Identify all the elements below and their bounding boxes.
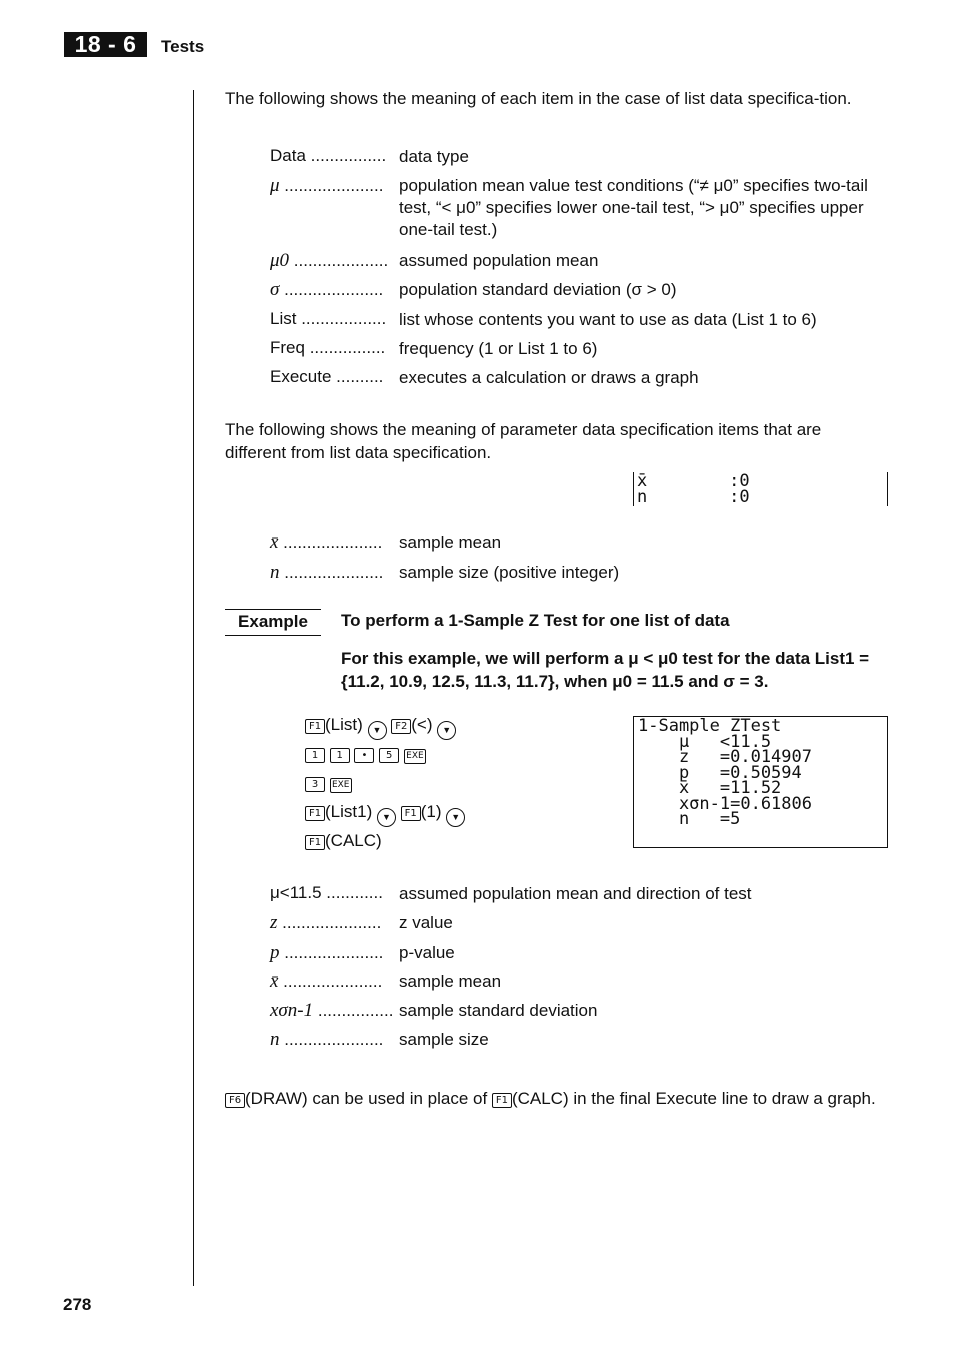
exe-key: EXE [330,778,352,793]
screen-left-edge [633,472,634,506]
intro-paragraph-param: The following shows the meaning of parameter data specification items that are different from list data specification. [225,420,822,462]
digit-3-key: 3 [305,777,325,792]
digit-1-key: 1 [330,748,350,763]
item-value-execute: executes a calculation or draws a graph [399,368,699,387]
result-value-xbar: sample mean [399,972,502,991]
example-title: To perform a 1-Sample Z Test for one list of data [341,611,730,630]
key-sequence-line-3 [305,768,352,797]
item-value-list: list whose contents you want to use as data (List 1 to 6) [399,310,817,329]
decimal-point-key: • [354,748,374,763]
page-number: 278 [63,1295,92,1314]
item-key-xbar: x̄ ..................... [270,532,383,553]
result-screen-line-4: p =0.50594 [638,763,802,783]
section-number-badge: 18 - 6 [64,32,147,57]
f1-key: F1 [401,806,421,821]
result-screen-line-6: xσn-1=0.61806 [638,794,812,814]
result-value-p: p-value [399,943,455,962]
digit-5-key: 5 [379,748,399,763]
f2-key: F2 [391,719,411,734]
result-key-mu-test: μ<11.5 ............ [270,883,383,902]
result-screen [633,716,888,848]
item-key-mu0: μ0 .................... [270,250,389,271]
item-value-freq: frequency (1 or List 1 to 6) [399,339,598,358]
section-title: Tests [161,37,205,56]
exe-key: EXE [404,749,426,764]
cursor-down-icon: ▼ [377,808,396,827]
item-key-mu: μ ..................... [270,175,384,196]
result-key-z: z ..................... [270,912,382,933]
margin-rule [193,90,194,1286]
result-key-n: n ..................... [270,1029,384,1050]
key-sequence-line-5: F1 (CALC) [305,826,382,855]
example-description: For this example, we will perform a μ < μ0 test for the data List1 = {11.2, 10.9, 12.5, 11.3, 11.7}, when μ0 = 11.5 and σ = 3. [341,649,870,691]
key-sequence-line-1: F1 (List) ▼ F2 (<) ▼ [305,710,456,740]
result-screen-line-7: n =5 [638,809,741,829]
item-key-data: Data ................ [270,146,387,165]
item-key-list: List .................. [270,309,387,328]
f1-key: F1 [305,719,325,734]
result-value-mu-test: assumed population mean and direction of test [399,884,752,903]
screen-right-edge [887,472,888,506]
item-value-data: data type [399,147,469,166]
item-value-mu0: assumed population mean [399,251,599,270]
result-key-xsigma: xσn-1 ................ [270,1000,394,1021]
item-key-freq: Freq ................ [270,338,386,357]
draw-note-paragraph: F6 (DRAW) can be used in place of F1 (CALC) in the final Execute line to draw a graph. [225,1087,885,1110]
param-screen-line-2: n :0 [637,487,750,507]
digit-1-key: 1 [305,748,325,763]
item-value-sigma: population standard deviation (σ > 0) [399,280,677,299]
item-value-xbar: sample mean [399,533,502,552]
cursor-down-icon: ▼ [437,721,456,740]
result-screen-line-1: 1-Sample ZTest [638,716,782,736]
f1-key: F1 [492,1093,512,1108]
key-sequence-line-4: F1 (List1) ▼ F1 (1) ▼ [305,797,465,827]
example-label: Example [225,609,321,636]
f6-key: F6 [225,1093,245,1108]
result-key-xbar: x̄ ..................... [270,971,383,992]
f1-key: F1 [305,806,325,821]
item-key-execute: Execute .......... [270,367,384,386]
item-key-n: n ..................... [270,562,384,583]
f1-key: F1 [305,835,325,850]
item-value-n: sample size (positive integer) [399,563,620,582]
result-value-xsigma: sample standard deviation [399,1001,598,1020]
intro-paragraph-list: The following shows the meaning of each item in the case of list data specifica-tion. [225,89,852,108]
param-screen-line-1: x̄ :0 [637,471,750,491]
result-screen-line-5: x̄ =11.52 [638,778,782,798]
item-key-sigma: σ ..................... [270,279,384,300]
result-screen-line-2: μ <11.5 [638,732,772,752]
result-value-n: sample size [399,1030,489,1049]
item-value-mu: population mean value test conditions (“≠ μ0” specifies two-tail test, “< μ0” specifies lower one-tail test, “> μ0” specifies upper one-tail test.) [399,176,868,239]
cursor-down-icon: ▼ [368,721,387,740]
key-sequence-line-2 [305,739,426,768]
cursor-down-icon: ▼ [446,808,465,827]
result-key-p: p ..................... [270,942,384,963]
result-value-z: z value [399,913,453,932]
result-screen-line-3: z =0.014907 [638,747,812,767]
